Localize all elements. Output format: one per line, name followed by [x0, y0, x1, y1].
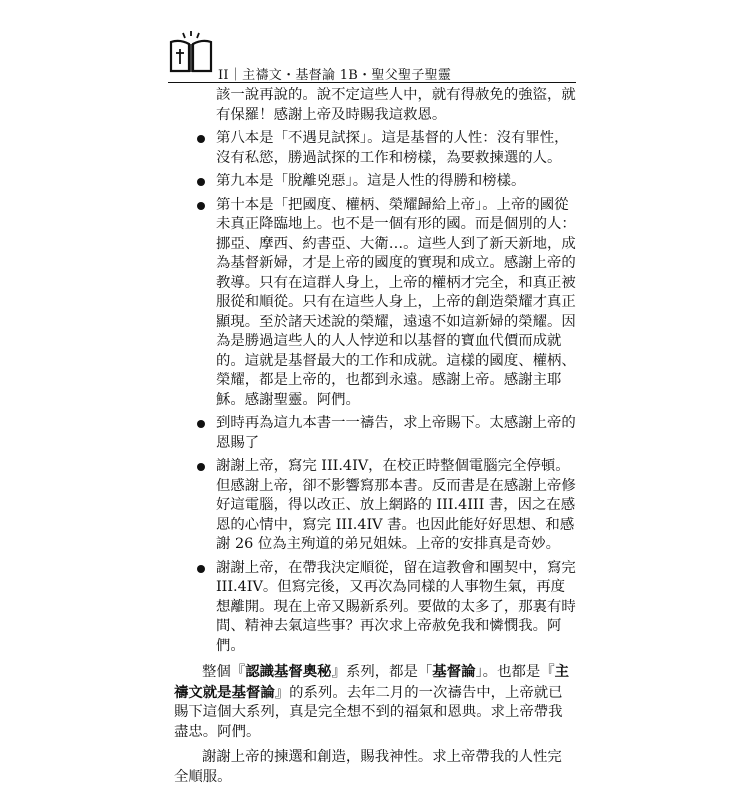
- list-item-text: 第十本是「把國度、權柄、榮耀歸給上帝」。上帝的國從未真正降臨地上。也不是一個有形的國。而是個別的人：挪亞、摩西、約書亞、大衛…。這些人到了新天新地，成為基督新婦，才是上帝的國度的實現和成立。感謝上帝的教導。只有在這群人身上，上帝的權柄才完全，和真正被服從和順從。只有在這些人身上，上帝的創造榮耀才真正顯現。至於諸天述說的榮耀，遠遠不如這新婦的榮耀。因為是勝過這些人的人人悖逆和以基督的寶血代價而成就的。這就是基督最大的工作和成就。這樣的國度、權柄、榮耀，都是上帝的，也都到永遠。感謝上帝。感謝主耶穌。感謝聖靈。阿們。: [216, 196, 576, 408]
- bold-series-title: 認識基督奧秘: [245, 663, 332, 680]
- paragraph-text: 整個『: [202, 664, 246, 680]
- bullet-icon: [197, 178, 205, 186]
- list-item-text: 謝謝上帝，在帶我決定順從，留在這教會和團契中，寫完 III.4IV。但寫完後，又再次為同樣的人事物生氣，再度想離開。現在上帝又賜新系列。要做的太多了，那裏有時間、精神去氣這些事？再次求上帝赦免我和憐憫我。阿們。: [216, 559, 576, 654]
- running-header: II｜主禱文・基督論 1B・聖父聖子聖靈: [218, 68, 452, 83]
- bullet-icon: [197, 565, 205, 573]
- paragraph-text: 』的系列。去年二月的一次禱告中，上帝就已賜下這個大系列，真是完全想不到的福氣和恩典。求上帝帶我盡忠。阿們。: [174, 684, 563, 740]
- list-item: [174, 172, 576, 192]
- list-item: [174, 457, 576, 555]
- list-item-text: 謝謝上帝，寫完 III.4IV，在校正時整個電腦完全停頓。但感謝上帝，卻不影響寫那本書。反而書是在感謝上帝修好這電腦，得以改正、放上網路的 III.4III 書，因之在感恩的心情中，寫完 III.4IV 書。也因此能好好思想、和感謝 26 位為主殉道的弟兄姐妹。上帝的安排真是奇妙。: [216, 458, 576, 552]
- list-item: [174, 129, 576, 168]
- list-item: [174, 196, 576, 411]
- paragraph-text: 」。也都是『: [475, 664, 555, 680]
- list-item: [174, 414, 576, 453]
- list-item-text: 第八本是「不遇見試探」。這是基督的人性：沒有罪性，沒有私慾，勝過試探的工作和榜樣，為要救揀選的人。: [216, 130, 569, 166]
- page-body: [174, 86, 576, 787]
- list-item: [174, 559, 576, 657]
- bullet-icon: [197, 202, 205, 210]
- list-item-text: 第九本是「脫離兇惡」。這是人性的得勝和榜樣。: [216, 173, 526, 189]
- bullet-icon: [197, 135, 205, 143]
- paragraph-text: 』系列，都是「: [331, 664, 433, 680]
- header-rule: [168, 82, 576, 83]
- continuation-text: 該一說再說的。說不定這些人中，就有得赦免的強盜，就有保羅！感謝上帝及時賜我這救恩。: [216, 87, 576, 123]
- paragraph-series: [174, 662, 576, 742]
- bold-term: 基督論: [432, 663, 476, 680]
- bullet-icon: [197, 463, 205, 471]
- bold-series-name: 主禱文就是基督論: [174, 663, 570, 701]
- list-item-text: 到時再為這九本書一一禱告，求上帝賜下。太感謝上帝的恩賜了: [216, 415, 576, 451]
- bullet-list: [174, 129, 576, 656]
- open-book-cross-icon: [168, 30, 214, 74]
- bullet-icon: [197, 420, 205, 428]
- paragraph-closing: 謝謝上帝的揀選和創造，賜我神性。求上帝帶我的人性完全順服。: [174, 749, 562, 785]
